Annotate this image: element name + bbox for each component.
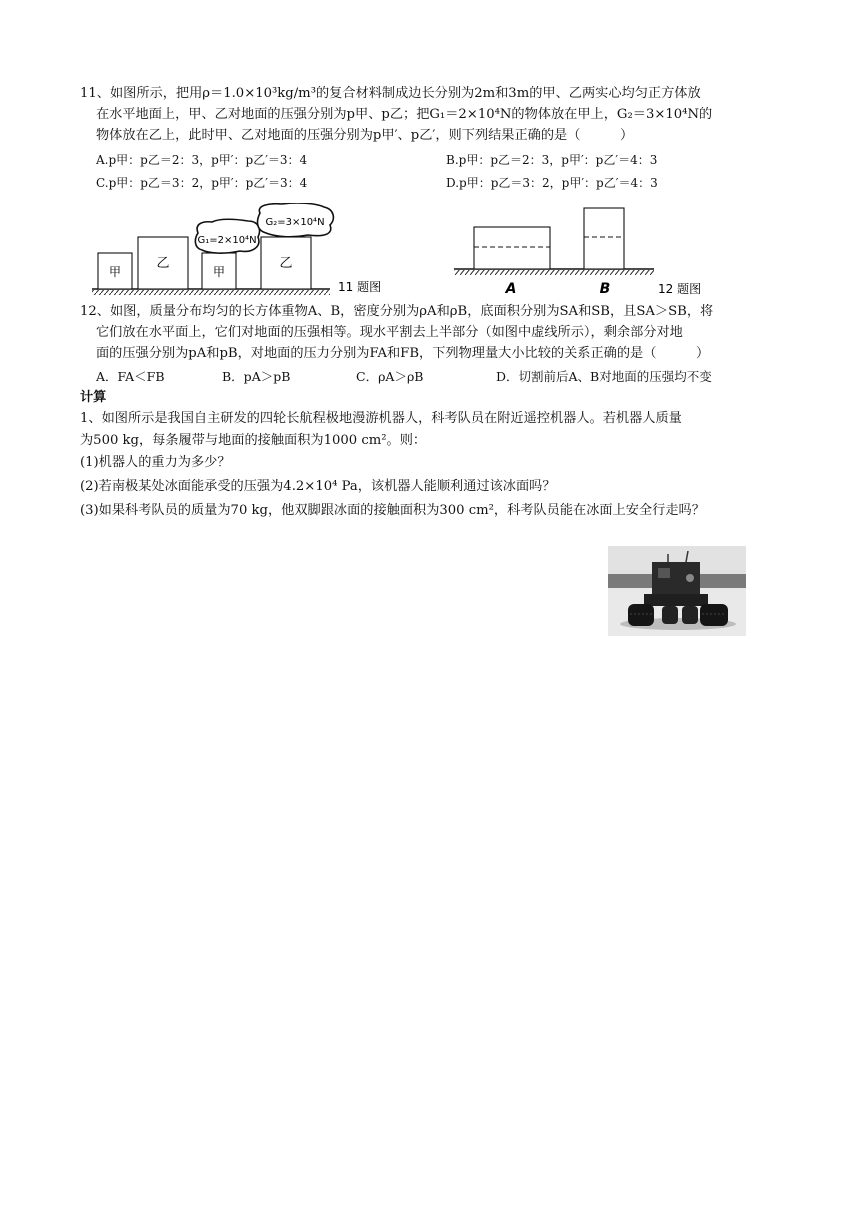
calc1-sub-1: (1)机器人的重力为多少？: [80, 455, 231, 470]
q12-option-b: B．pA＞pB: [222, 369, 291, 384]
q12-option-c: C．ρA＞ρB: [356, 369, 424, 384]
q12-option-d: D．切割前后A、B对地面的压强均不变: [496, 369, 712, 384]
calc1-line-2: 为500 kg，每条履带与地面的接触面积为1000 cm²。则：: [80, 433, 427, 448]
section-title: 计算: [80, 390, 107, 405]
q11-line-2: 在水平地面上，甲、乙对地面的压强分别为p甲、p乙；把G₁＝2×10⁴N的物体放在甲上，G₂＝3×10⁴N的: [96, 107, 713, 122]
q11-option-c: C.p甲：p乙＝3：2，p甲′：p乙′＝3：4: [96, 176, 308, 190]
figure-11: [86, 203, 416, 298]
cube-yi-label: 乙: [156, 256, 170, 271]
q12-line-1: 12、如图，质量分布均匀的长方体重物A、B，密度分别为ρA和ρB，底面积分别为SA和SB，且SA＞SB，将: [80, 304, 714, 319]
cube-jia-label: 甲: [108, 265, 122, 279]
cube-yi-loaded-label: 乙: [279, 256, 293, 271]
q12-option-a: A．FA＜FB: [96, 369, 165, 384]
cube-jia-loaded-label: 甲: [212, 265, 226, 279]
weight-g1-label: G₁=2×10⁴N: [197, 235, 257, 246]
q11-option-a: A.p甲：p乙＝2：3，p甲′：p乙′＝3：4: [96, 153, 308, 167]
block-b: [584, 208, 624, 269]
q11-option-b: B.p甲：p乙＝2：3，p甲′：p乙′＝4：3: [446, 153, 658, 167]
polar-robot-photo: [608, 546, 746, 636]
calc1-sub-3: (3)如果科考队员的质量为70 kg，他双脚跟冰面的接触面积为300 cm²，科考队员能在冰面上安全行走吗？: [80, 503, 705, 518]
figure-11-caption: 11 题图: [338, 280, 382, 294]
block-a-label: A: [505, 281, 517, 297]
figure-12: [450, 203, 720, 298]
ground-hatch-12: [454, 270, 654, 275]
weight-g2-label: G₂=3×10⁴N: [265, 217, 325, 228]
block-b-label: B: [599, 281, 611, 297]
q11-line-3: 物体放在乙上，此时甲、乙对地面的压强分别为p甲′、p乙′，则下列结果正确的是（ ）: [96, 128, 634, 143]
q11-line-1: 11、如图所示，把用ρ＝1.0×10³kg/m³的复合材料制成边长分别为2m和3m的甲、乙两实心均匀正方体放: [80, 86, 701, 101]
q12-line-2: 它们放在水平面上，它们对地面的压强相等。现水平割去上半部分（如图中虚线所示），剩余部分对地: [96, 325, 683, 340]
calc1-line-1: 1、如图所示是我国自主研发的四轮长航程极地漫游机器人，科考队员在附近遥控机器人。若机器人质量: [80, 411, 682, 426]
q11-option-d: D.p甲：p乙＝3：2，p甲′：p乙′＝4：3: [446, 176, 658, 190]
calc1-sub-2: (2)若南极某处冰面能承受的压强为4.2×10⁴ Pa，该机器人能顺利通过该冰面吗？: [80, 479, 556, 494]
q12-line-3: 面的压强分别为pA和pB，对地面的压力分别为FA和FB，下列物理量大小比较的关系正确的是（ ）: [96, 346, 710, 361]
figure-12-caption: 12 题图: [658, 282, 702, 296]
ground-hatch-11: [92, 290, 330, 295]
block-a: [474, 227, 550, 269]
